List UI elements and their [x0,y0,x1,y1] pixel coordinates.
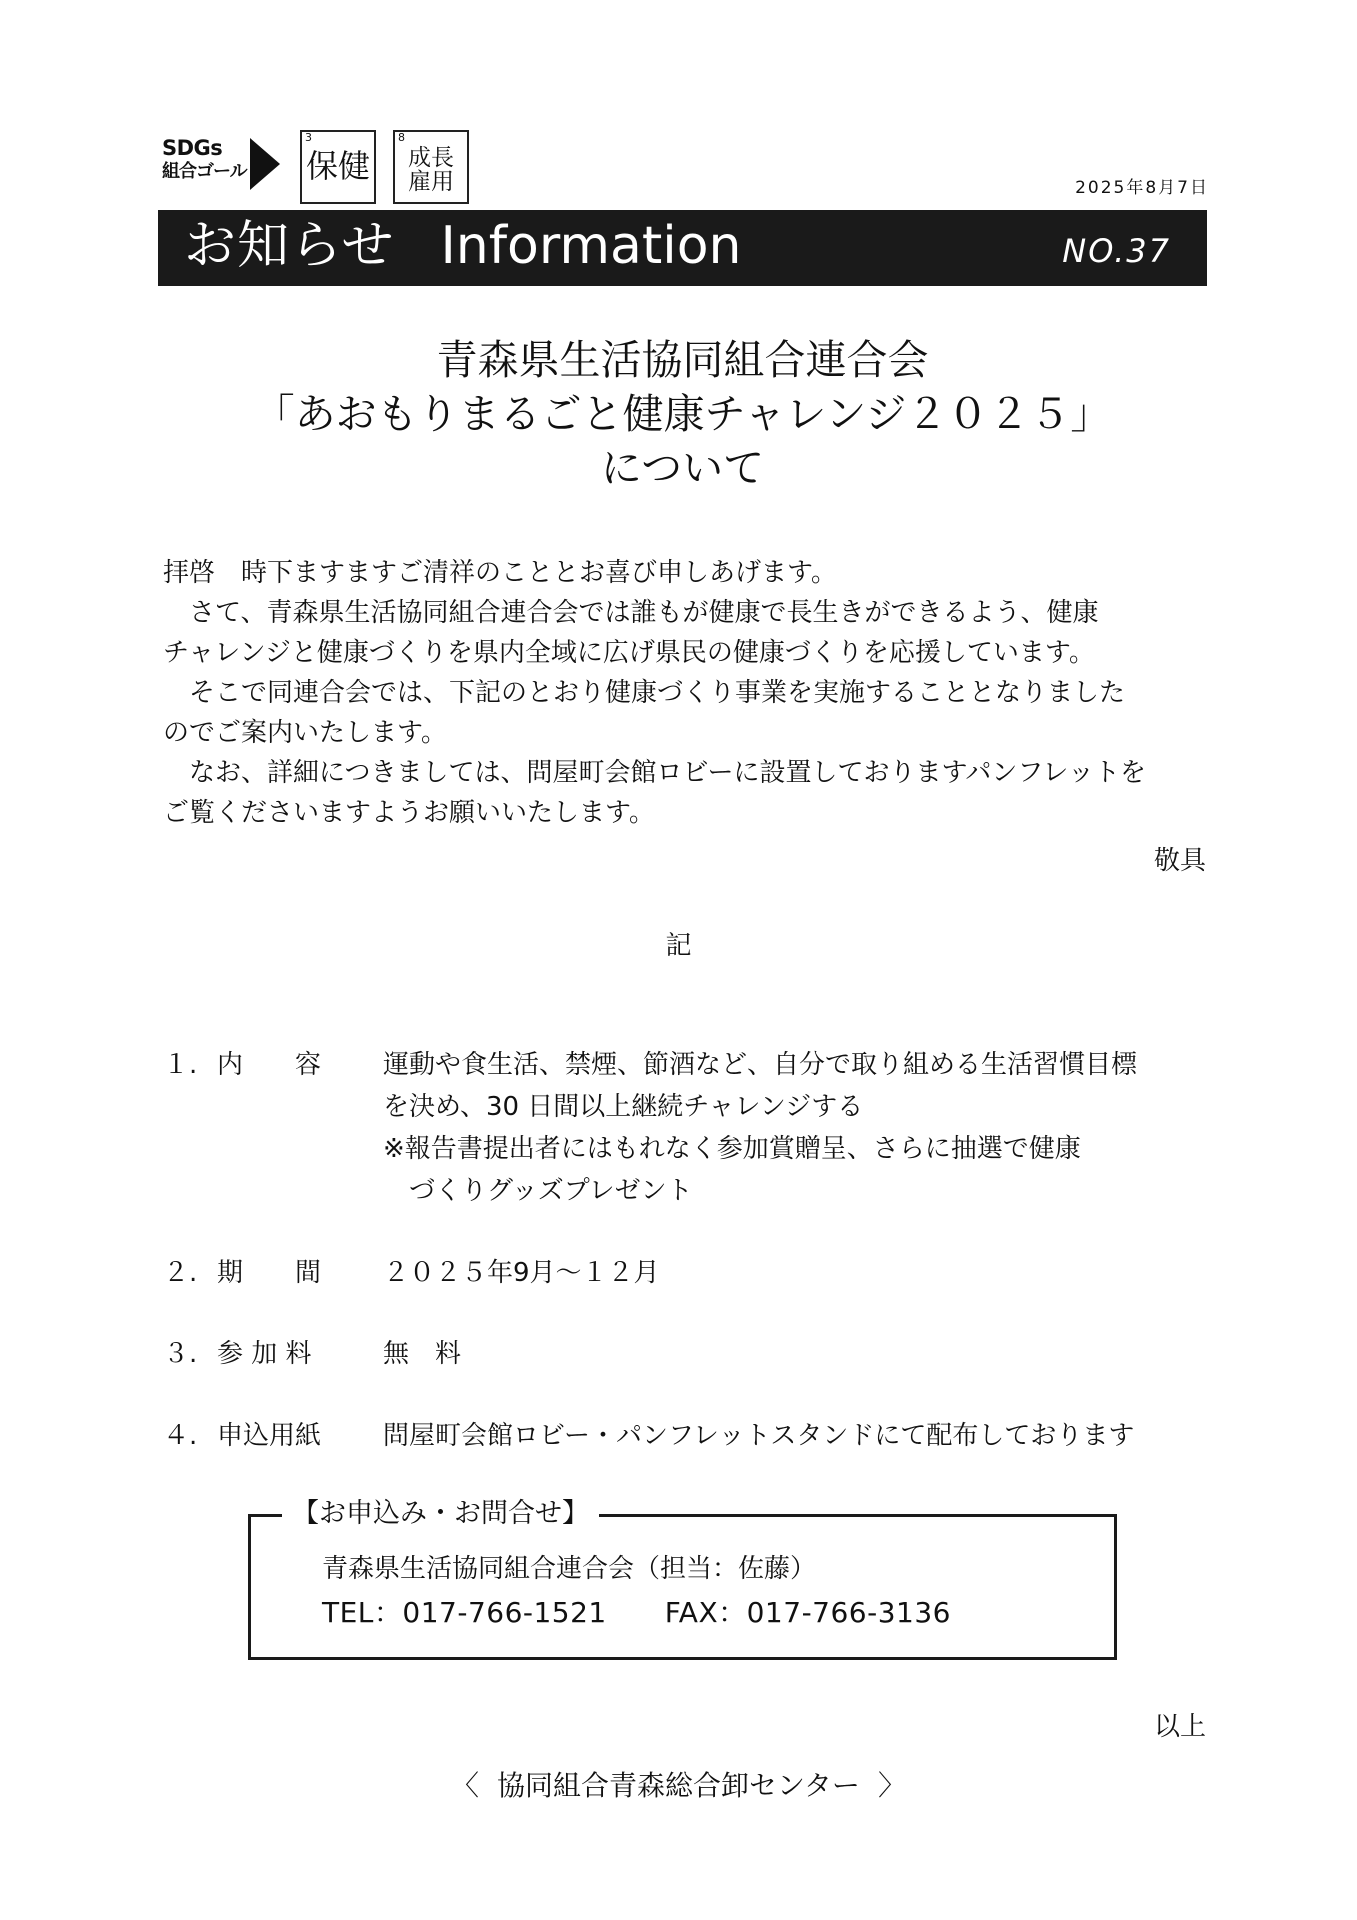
para1-line1: さて、青森県生活協同組合連合会では誰もが健康で長生きができるよう、健康 [189,598,1099,628]
greeting: 拝啓 時下ますますご清祥のこととお喜び申しあげます。 [163,558,837,588]
item-4-number: ４. [163,1421,198,1451]
item-3-value: 無 料 [383,1339,462,1369]
document-date: 2025年8月7日 [1075,178,1209,198]
para3-line2: ご覧くださいますようお願いいたします。 [163,798,655,828]
sdg-goal-3-label: 保健 [305,147,370,185]
para3-line1: なお、詳細につきましては、問屋町会館ロビーに設置しておりますパンフレットを [189,758,1147,788]
item-1-line2: を決め、30 日間以上継続チャレンジする [383,1092,864,1122]
contact-tel: TEL：017-766-1521 [322,1596,607,1629]
sdgs-label-line1: SDGs [162,136,223,160]
item-2-number: ２. [163,1258,198,1288]
contact-fax: FAX：017-766-3136 [664,1596,951,1629]
information-banner [158,210,1207,286]
item-1-note-line2: づくりグッズプレゼント [409,1176,693,1206]
item-3-number: ３. [163,1339,198,1369]
title-line2: 「あおもりまるごと健康チャレンジ２０２５」 [253,390,1112,438]
letter-body [163,553,1209,833]
item-2-label: 期 間 [217,1258,322,1288]
sdgs-label-line2: 組合ゴール [162,161,247,182]
banner-title-jp: お知らせ [184,216,395,276]
item-1-line1: 運動や食生活、禁煙、節酒など、自分で取り組める生活習慣目標 [383,1050,1138,1080]
para1-line2: チャレンジと健康づくりを県内全域に広げ県民の健康づくりを応援しています。 [163,638,1095,668]
sdg-goal-3-number: 3 [305,131,312,144]
item-4-label: 申込用紙 [217,1421,322,1451]
list-item-content [163,1044,1223,1214]
item-4-value: 問屋町会館ロビー・パンフレットスタンドにて配布しております [383,1421,1135,1451]
footer-organization [0,1764,1357,1804]
sdg-goal-8-label-line2: 雇用 [408,169,454,196]
item-1-label: 内 容 [217,1050,322,1080]
end-mark: 以上 [1153,1712,1206,1742]
contact-heading: 【お申込み・お問合せ】 [282,1494,599,1534]
sdg-goal-8-badge [393,130,469,204]
sdg-goal-8-label-line1: 成長 [408,145,454,171]
item-1-note-line1: ※報告書提出者にはもれなく参加賞贈呈、さらに抽選で健康 [383,1134,1081,1164]
sdgs-label [162,138,248,181]
list-item-period [163,1252,1223,1294]
item-1-number: １. [163,1050,198,1080]
footer-org-name: 協同組合青森総合卸センター [497,1769,860,1802]
play-arrow-icon [250,138,280,190]
para2-line1: そこで同連合会では、下記のとおり健康づくり事業を実施することとなりました [189,678,1126,708]
title-line1: 青森県生活協同組合連合会 [436,336,929,384]
para2-line2: のでご案内いたします。 [163,718,447,748]
sdg-goal-8-number: 8 [398,131,405,144]
sdg-goal-3-badge [300,130,376,204]
list-item-application-form [163,1415,1223,1457]
contact-organization: 青森県生活協同組合連合会（担当：佐藤） [322,1554,817,1584]
list-item-fee [163,1333,1223,1375]
footer-open-bracket: 〈 [451,1769,480,1802]
banner-title-en: Information [440,216,742,276]
footer-close-bracket: 〉 [877,1769,906,1802]
banner-title [184,218,741,275]
ki-heading: 記 [665,931,692,961]
item-1-value [383,1044,1223,1212]
contact-phone-fax [322,1593,951,1633]
title-line3: について [600,444,765,492]
closing-keigu: 敬具 [1153,846,1206,876]
notice-number: NO.37 [1062,232,1171,270]
item-3-label: 参 加 料 [217,1339,312,1369]
item-2-value: ２０２５年9月～１２月 [383,1258,660,1288]
page-title [158,333,1207,495]
